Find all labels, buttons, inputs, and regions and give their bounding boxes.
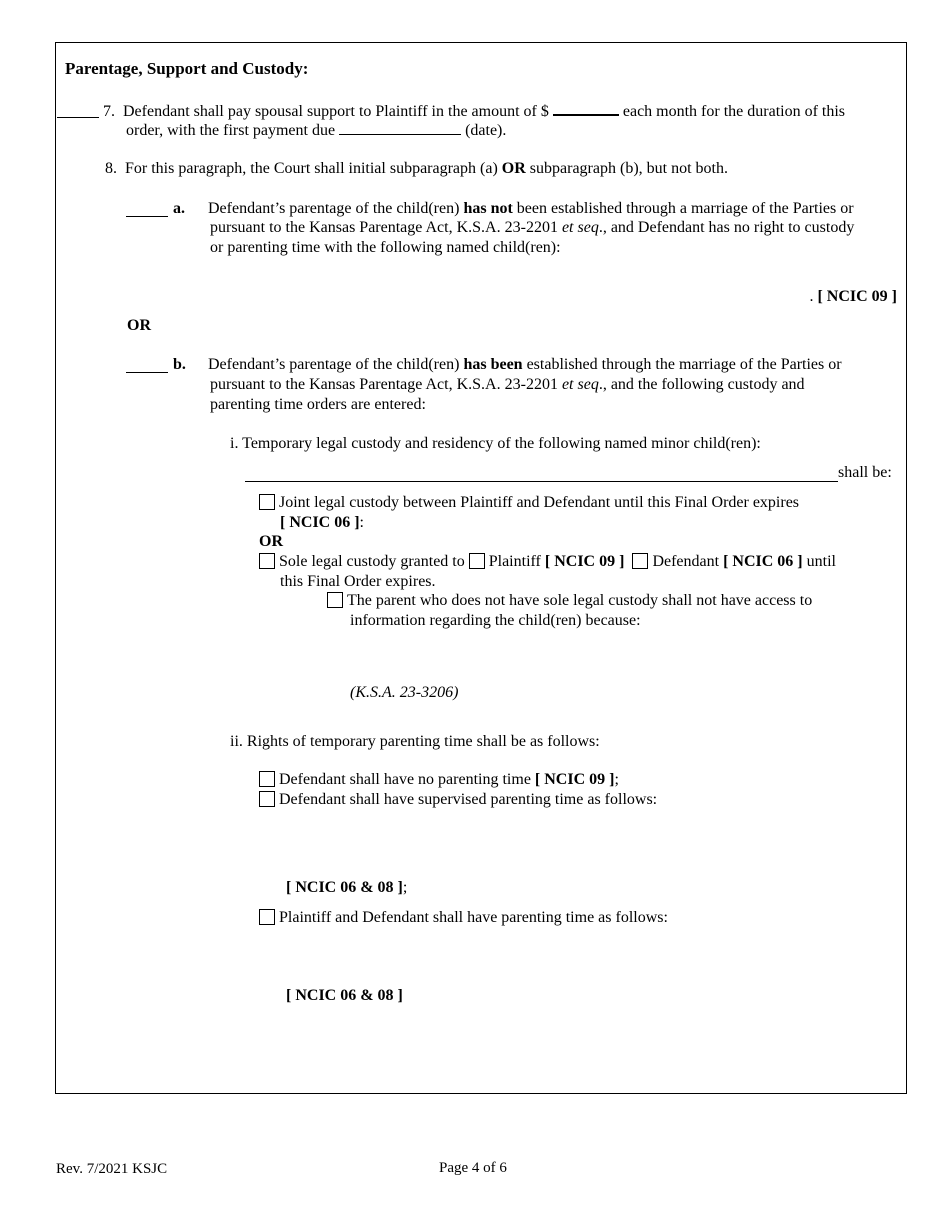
both-parenting-option: Plaintiff and Defendant shall have parenting time as follows: — [259, 908, 668, 928]
supervised-checkbox[interactable] — [259, 791, 275, 807]
item7-line1: 7. Defendant shall pay spousal support to Plaintiff in the amount of $ each month for the duration of this — [103, 100, 845, 122]
sub-a-line1: Defendant’s parentage of the child(ren) has not been established through a marriage of the Parties or — [208, 200, 854, 217]
parenting-heading: ii. Rights of temporary parenting time shall be as follows: — [230, 733, 600, 750]
sole-custody-line2: this Final Order expires. — [280, 573, 436, 590]
access-restriction-checkbox[interactable] — [327, 592, 343, 608]
sub-a-ncic: . [ NCIC 09 ] — [809, 288, 897, 305]
footer-page-number: Page 4 of 6 — [439, 1160, 507, 1176]
footer-revision: Rev. 7/2021 KSJC — [56, 1161, 168, 1177]
custody-heading: i. Temporary legal custody and residency of the following named minor child(ren): — [230, 435, 761, 452]
custody-or: OR — [259, 533, 283, 550]
access-restriction-option: The parent who does not have sole legal custody shall not have access to — [327, 591, 812, 611]
sub-b-line2: pursuant to the Kansas Parentage Act, K.S.A. 23-2201 et seq., and the following custody and — [210, 376, 805, 393]
joint-custody-option: Joint legal custody between Plaintiff and Defendant until this Final Order expires — [259, 493, 799, 513]
sub-a-label: a. — [173, 200, 185, 217]
sub-a-line3: or parenting time with the following named child(ren): — [210, 239, 561, 256]
joint-custody-ncic: [ NCIC 06 ]: — [280, 514, 364, 531]
supervised-ncic: [ NCIC 06 & 08 ]; — [286, 879, 408, 896]
item7-initial-blank[interactable] — [57, 117, 99, 118]
sub-a-line2: pursuant to the Kansas Parentage Act, K.S.A. 23-2201 et seq., and Defendant has no right to custody — [210, 219, 855, 236]
or-separator: OR — [127, 317, 151, 334]
item7-line2: order, with the first payment due (date). — [126, 122, 507, 139]
sub-a-initial-blank[interactable] — [126, 216, 168, 217]
joint-custody-checkbox[interactable] — [259, 494, 275, 510]
access-restriction-line2: information regarding the child(ren) because: — [350, 612, 641, 629]
sub-b-line3: parenting time orders are entered: — [210, 396, 426, 413]
no-parenting-option: Defendant shall have no parenting time [ NCIC 09 ]; — [259, 770, 619, 790]
supervised-option: Defendant shall have supervised parenting time as follows: — [259, 790, 657, 810]
sub-b-initial-blank[interactable] — [126, 372, 168, 373]
both-parenting-checkbox[interactable] — [259, 909, 275, 925]
statute-citation: (K.S.A. 23-3206) — [350, 684, 459, 701]
section-title: Parentage, Support and Custody: — [65, 59, 309, 78]
item8-line: 8. For this paragraph, the Court shall initial subparagraph (a) OR subparagraph (b), but not both. — [105, 160, 728, 177]
no-parenting-checkbox[interactable] — [259, 771, 275, 787]
child-names-line[interactable] — [245, 481, 838, 482]
sole-defendant-checkbox[interactable] — [632, 553, 648, 569]
shall-be-label: shall be: — [838, 464, 892, 481]
sub-b-label: b. — [173, 356, 186, 373]
first-payment-date-blank[interactable] — [339, 120, 461, 135]
both-parenting-ncic: [ NCIC 06 & 08 ] — [286, 987, 403, 1004]
sole-custody-checkbox[interactable] — [259, 553, 275, 569]
amount-blank[interactable] — [553, 100, 619, 116]
sole-plaintiff-checkbox[interactable] — [469, 553, 485, 569]
sub-b-line1: Defendant’s parentage of the child(ren) has been established through the marriage of the Parties or — [208, 356, 842, 373]
sole-custody-option: Sole legal custody granted to Plaintiff [ NCIC 09 ] Defendant [ NCIC 06 ] until — [259, 552, 836, 572]
